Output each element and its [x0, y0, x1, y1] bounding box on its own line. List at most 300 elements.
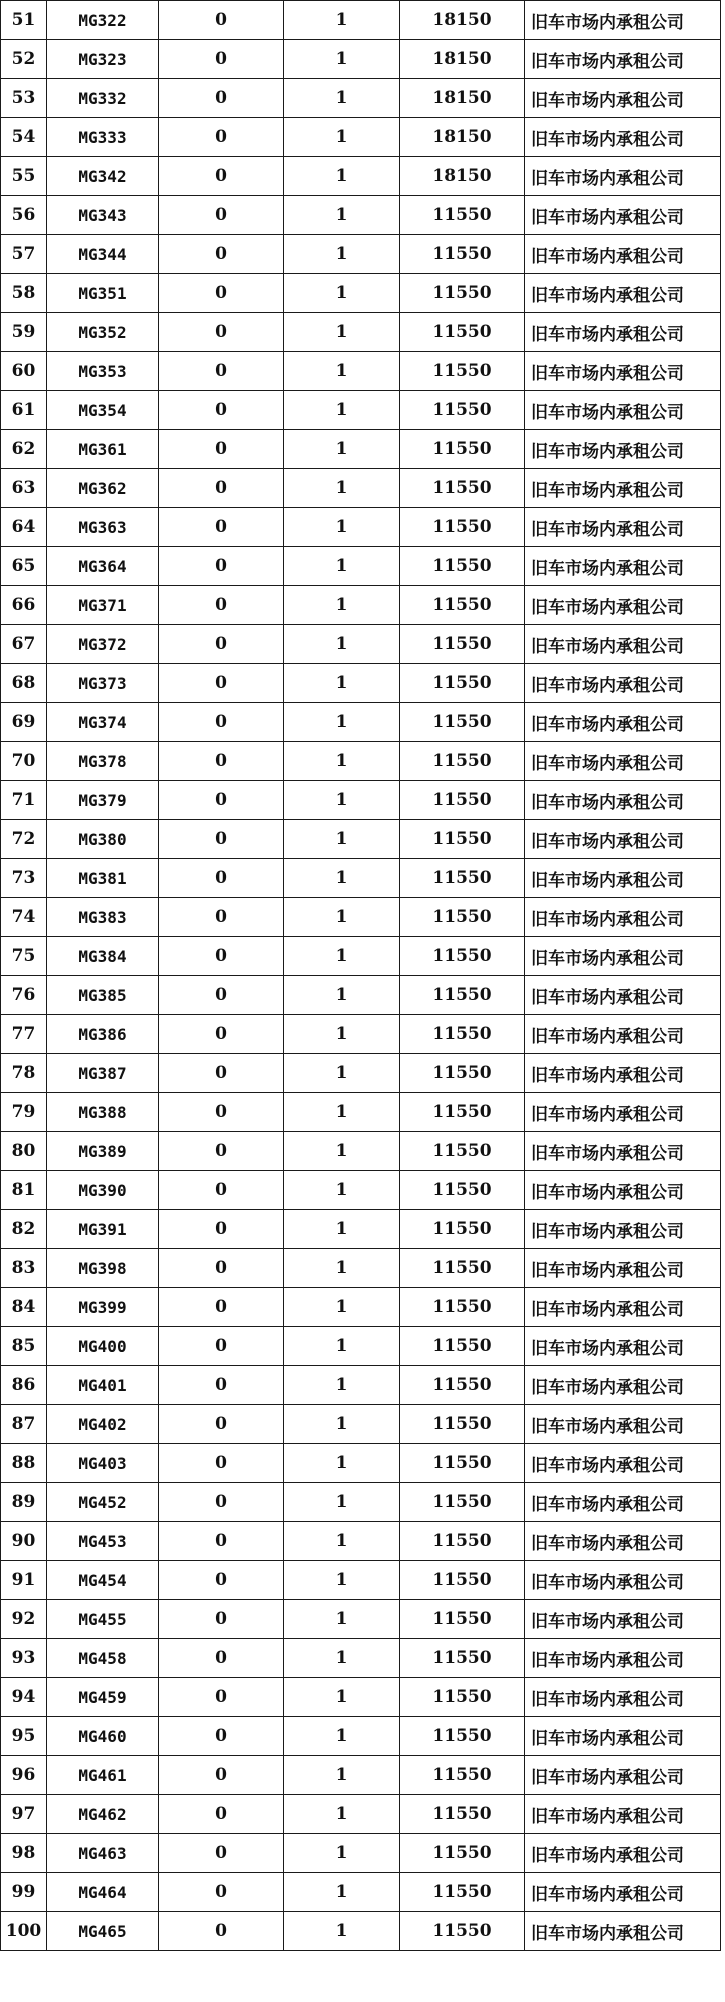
amount-cell: 11550 [400, 976, 525, 1015]
column-3-cell: 0 [159, 1483, 284, 1522]
table-row [1, 235, 721, 274]
company-cell: 旧车市场内承租公司 [525, 1093, 721, 1132]
column-4-cell: 1 [284, 1210, 400, 1249]
company-cell: 旧车市场内承租公司 [525, 430, 721, 469]
company-cell: 旧车市场内承租公司 [525, 1288, 721, 1327]
column-4-cell: 1 [284, 313, 400, 352]
column-4-cell: 1 [284, 40, 400, 79]
row-number-cell: 91 [1, 1561, 47, 1600]
table-row [1, 469, 721, 508]
row-number-cell: 69 [1, 703, 47, 742]
table-row [1, 79, 721, 118]
table-row [1, 352, 721, 391]
unit-code-cell: MG465 [47, 1912, 159, 1951]
row-number-cell: 74 [1, 898, 47, 937]
table-row [1, 274, 721, 313]
row-number-cell: 98 [1, 1834, 47, 1873]
column-3-cell: 0 [159, 1444, 284, 1483]
amount-cell: 11550 [400, 1327, 525, 1366]
amount-cell: 11550 [400, 508, 525, 547]
row-number-cell: 100 [1, 1912, 47, 1951]
column-3-cell: 0 [159, 235, 284, 274]
company-cell: 旧车市场内承租公司 [525, 235, 721, 274]
company-cell: 旧车市场内承租公司 [525, 1444, 721, 1483]
column-3-cell: 0 [159, 1405, 284, 1444]
column-4-cell: 1 [284, 1912, 400, 1951]
table-row [1, 1561, 721, 1600]
amount-cell: 18150 [400, 1, 525, 40]
row-number-cell: 64 [1, 508, 47, 547]
table-row [1, 1366, 721, 1405]
row-number-cell: 70 [1, 742, 47, 781]
company-cell: 旧车市场内承租公司 [525, 469, 721, 508]
unit-code-cell: MG403 [47, 1444, 159, 1483]
unit-code-cell: MG453 [47, 1522, 159, 1561]
column-4-cell: 1 [284, 1171, 400, 1210]
column-3-cell: 0 [159, 820, 284, 859]
column-3-cell: 0 [159, 1366, 284, 1405]
row-number-cell: 73 [1, 859, 47, 898]
column-3-cell: 0 [159, 79, 284, 118]
column-4-cell: 1 [284, 235, 400, 274]
unit-code-cell: MG322 [47, 1, 159, 40]
table-row [1, 1483, 721, 1522]
unit-code-cell: MG373 [47, 664, 159, 703]
amount-cell: 11550 [400, 781, 525, 820]
amount-cell: 11550 [400, 1756, 525, 1795]
row-number-cell: 94 [1, 1678, 47, 1717]
column-4-cell: 1 [284, 1015, 400, 1054]
column-3-cell: 0 [159, 1795, 284, 1834]
company-cell: 旧车市场内承租公司 [525, 1834, 721, 1873]
amount-cell: 11550 [400, 859, 525, 898]
table-row [1, 508, 721, 547]
row-number-cell: 75 [1, 937, 47, 976]
table-row [1, 1834, 721, 1873]
unit-code-cell: MG463 [47, 1834, 159, 1873]
amount-cell: 11550 [400, 352, 525, 391]
unit-code-cell: MG462 [47, 1795, 159, 1834]
table-row [1, 1288, 721, 1327]
column-3-cell: 0 [159, 1171, 284, 1210]
company-cell: 旧车市场内承租公司 [525, 118, 721, 157]
amount-cell: 11550 [400, 1210, 525, 1249]
row-number-cell: 53 [1, 79, 47, 118]
column-4-cell: 1 [284, 79, 400, 118]
table-row [1, 625, 721, 664]
column-3-cell: 0 [159, 1912, 284, 1951]
amount-cell: 11550 [400, 937, 525, 976]
company-cell: 旧车市场内承租公司 [525, 1405, 721, 1444]
row-number-cell: 76 [1, 976, 47, 1015]
unit-code-cell: MG354 [47, 391, 159, 430]
row-number-cell: 89 [1, 1483, 47, 1522]
company-cell: 旧车市场内承租公司 [525, 1522, 721, 1561]
company-cell: 旧车市场内承租公司 [525, 1327, 721, 1366]
company-cell: 旧车市场内承租公司 [525, 625, 721, 664]
company-cell: 旧车市场内承租公司 [525, 352, 721, 391]
amount-cell: 11550 [400, 1054, 525, 1093]
table-row [1, 898, 721, 937]
column-3-cell: 0 [159, 352, 284, 391]
column-3-cell: 0 [159, 898, 284, 937]
amount-cell: 11550 [400, 196, 525, 235]
column-3-cell: 0 [159, 430, 284, 469]
row-number-cell: 56 [1, 196, 47, 235]
column-4-cell: 1 [284, 1561, 400, 1600]
column-3-cell: 0 [159, 196, 284, 235]
amount-cell: 11550 [400, 235, 525, 274]
unit-code-cell: MG399 [47, 1288, 159, 1327]
column-4-cell: 1 [284, 820, 400, 859]
amount-cell: 11550 [400, 664, 525, 703]
company-cell: 旧车市场内承租公司 [525, 1795, 721, 1834]
unit-code-cell: MG386 [47, 1015, 159, 1054]
column-4-cell: 1 [284, 586, 400, 625]
company-cell: 旧车市场内承租公司 [525, 1210, 721, 1249]
column-4-cell: 1 [284, 1717, 400, 1756]
column-4-cell: 1 [284, 274, 400, 313]
unit-code-cell: MG391 [47, 1210, 159, 1249]
unit-code-cell: MG460 [47, 1717, 159, 1756]
row-number-cell: 71 [1, 781, 47, 820]
unit-code-cell: MG390 [47, 1171, 159, 1210]
amount-cell: 11550 [400, 703, 525, 742]
company-cell: 旧车市场内承租公司 [525, 1, 721, 40]
amount-cell: 11550 [400, 1678, 525, 1717]
unit-code-cell: MG464 [47, 1873, 159, 1912]
row-number-cell: 96 [1, 1756, 47, 1795]
amount-cell: 18150 [400, 118, 525, 157]
table-row [1, 313, 721, 352]
table-row [1, 1093, 721, 1132]
row-number-cell: 57 [1, 235, 47, 274]
company-cell: 旧车市场内承租公司 [525, 664, 721, 703]
row-number-cell: 84 [1, 1288, 47, 1327]
row-number-cell: 78 [1, 1054, 47, 1093]
unit-code-cell: MG343 [47, 196, 159, 235]
row-number-cell: 60 [1, 352, 47, 391]
row-number-cell: 65 [1, 547, 47, 586]
company-cell: 旧车市场内承租公司 [525, 781, 721, 820]
unit-code-cell: MG361 [47, 430, 159, 469]
company-cell: 旧车市场内承租公司 [525, 1015, 721, 1054]
amount-cell: 11550 [400, 1795, 525, 1834]
column-4-cell: 1 [284, 781, 400, 820]
row-number-cell: 55 [1, 157, 47, 196]
table-row [1, 1795, 721, 1834]
column-4-cell: 1 [284, 1795, 400, 1834]
row-number-cell: 52 [1, 40, 47, 79]
amount-cell: 18150 [400, 157, 525, 196]
unit-code-cell: MG364 [47, 547, 159, 586]
column-4-cell: 1 [284, 976, 400, 1015]
column-4-cell: 1 [284, 1249, 400, 1288]
column-4-cell: 1 [284, 1678, 400, 1717]
amount-cell: 11550 [400, 1405, 525, 1444]
column-3-cell: 0 [159, 1093, 284, 1132]
column-4-cell: 1 [284, 1405, 400, 1444]
unit-code-cell: MG402 [47, 1405, 159, 1444]
column-4-cell: 1 [284, 1756, 400, 1795]
table-row [1, 1132, 721, 1171]
unit-code-cell: MG342 [47, 157, 159, 196]
company-cell: 旧车市场内承租公司 [525, 40, 721, 79]
amount-cell: 11550 [400, 1132, 525, 1171]
amount-cell: 18150 [400, 79, 525, 118]
row-number-cell: 63 [1, 469, 47, 508]
unit-code-cell: MG379 [47, 781, 159, 820]
company-cell: 旧车市场内承租公司 [525, 859, 721, 898]
column-4-cell: 1 [284, 1327, 400, 1366]
row-number-cell: 82 [1, 1210, 47, 1249]
table-row [1, 1210, 721, 1249]
column-4-cell: 1 [284, 703, 400, 742]
unit-code-cell: MG400 [47, 1327, 159, 1366]
amount-cell: 18150 [400, 40, 525, 79]
row-number-cell: 79 [1, 1093, 47, 1132]
column-4-cell: 1 [284, 1639, 400, 1678]
company-cell: 旧车市场内承租公司 [525, 1132, 721, 1171]
company-cell: 旧车市场内承租公司 [525, 1366, 721, 1405]
row-number-cell: 77 [1, 1015, 47, 1054]
table-row [1, 1756, 721, 1795]
table-row [1, 196, 721, 235]
unit-code-cell: MG351 [47, 274, 159, 313]
column-3-cell: 0 [159, 937, 284, 976]
amount-cell: 11550 [400, 1522, 525, 1561]
unit-code-cell: MG383 [47, 898, 159, 937]
table-body [1, 1, 721, 1951]
column-3-cell: 0 [159, 508, 284, 547]
row-number-cell: 72 [1, 820, 47, 859]
amount-cell: 11550 [400, 742, 525, 781]
table-row [1, 703, 721, 742]
company-cell: 旧车市场内承租公司 [525, 1756, 721, 1795]
column-4-cell: 1 [284, 157, 400, 196]
unit-code-cell: MG455 [47, 1600, 159, 1639]
table-row [1, 40, 721, 79]
column-4-cell: 1 [284, 1093, 400, 1132]
unit-code-cell: MG385 [47, 976, 159, 1015]
column-3-cell: 0 [159, 1522, 284, 1561]
column-3-cell: 0 [159, 586, 284, 625]
company-cell: 旧车市场内承租公司 [525, 1483, 721, 1522]
unit-code-cell: MG459 [47, 1678, 159, 1717]
column-4-cell: 1 [284, 859, 400, 898]
company-cell: 旧车市场内承租公司 [525, 820, 721, 859]
row-number-cell: 66 [1, 586, 47, 625]
column-4-cell: 1 [284, 625, 400, 664]
row-number-cell: 59 [1, 313, 47, 352]
column-4-cell: 1 [284, 664, 400, 703]
table-row [1, 1, 721, 40]
column-3-cell: 0 [159, 40, 284, 79]
company-cell: 旧车市场内承租公司 [525, 937, 721, 976]
company-cell: 旧车市场内承租公司 [525, 1249, 721, 1288]
column-4-cell: 1 [284, 469, 400, 508]
company-cell: 旧车市场内承租公司 [525, 703, 721, 742]
column-4-cell: 1 [284, 898, 400, 937]
column-3-cell: 0 [159, 859, 284, 898]
amount-cell: 11550 [400, 391, 525, 430]
column-4-cell: 1 [284, 1132, 400, 1171]
column-3-cell: 0 [159, 1717, 284, 1756]
table-row [1, 1522, 721, 1561]
column-4-cell: 1 [284, 1054, 400, 1093]
column-4-cell: 1 [284, 1444, 400, 1483]
column-3-cell: 0 [159, 1288, 284, 1327]
column-3-cell: 0 [159, 547, 284, 586]
company-cell: 旧车市场内承租公司 [525, 1873, 721, 1912]
column-4-cell: 1 [284, 430, 400, 469]
column-4-cell: 1 [284, 1366, 400, 1405]
column-3-cell: 0 [159, 1756, 284, 1795]
company-cell: 旧车市场内承租公司 [525, 742, 721, 781]
amount-cell: 11550 [400, 1561, 525, 1600]
company-cell: 旧车市场内承租公司 [525, 508, 721, 547]
column-3-cell: 0 [159, 1249, 284, 1288]
company-cell: 旧车市场内承租公司 [525, 547, 721, 586]
column-4-cell: 1 [284, 1834, 400, 1873]
table-row [1, 430, 721, 469]
amount-cell: 11550 [400, 1912, 525, 1951]
column-3-cell: 0 [159, 742, 284, 781]
company-cell: 旧车市场内承租公司 [525, 1678, 721, 1717]
column-3-cell: 0 [159, 1015, 284, 1054]
amount-cell: 11550 [400, 1366, 525, 1405]
company-cell: 旧车市场内承租公司 [525, 1717, 721, 1756]
column-4-cell: 1 [284, 352, 400, 391]
row-number-cell: 87 [1, 1405, 47, 1444]
company-cell: 旧车市场内承租公司 [525, 391, 721, 430]
unit-code-cell: MG374 [47, 703, 159, 742]
row-number-cell: 85 [1, 1327, 47, 1366]
table-row [1, 547, 721, 586]
company-cell: 旧车市场内承租公司 [525, 196, 721, 235]
column-3-cell: 0 [159, 703, 284, 742]
table-row [1, 118, 721, 157]
row-number-cell: 83 [1, 1249, 47, 1288]
column-3-cell: 0 [159, 157, 284, 196]
amount-cell: 11550 [400, 274, 525, 313]
column-3-cell: 0 [159, 1561, 284, 1600]
column-4-cell: 1 [284, 1, 400, 40]
row-number-cell: 95 [1, 1717, 47, 1756]
table-row [1, 1054, 721, 1093]
table-row [1, 1249, 721, 1288]
unit-code-cell: MG387 [47, 1054, 159, 1093]
unit-code-cell: MG381 [47, 859, 159, 898]
table-row [1, 1444, 721, 1483]
table-row [1, 976, 721, 1015]
unit-code-cell: MG452 [47, 1483, 159, 1522]
row-number-cell: 67 [1, 625, 47, 664]
column-4-cell: 1 [284, 508, 400, 547]
amount-cell: 11550 [400, 1015, 525, 1054]
amount-cell: 11550 [400, 1171, 525, 1210]
column-3-cell: 0 [159, 1600, 284, 1639]
row-number-cell: 90 [1, 1522, 47, 1561]
column-3-cell: 0 [159, 118, 284, 157]
unit-code-cell: MG380 [47, 820, 159, 859]
column-4-cell: 1 [284, 1600, 400, 1639]
amount-cell: 11550 [400, 469, 525, 508]
company-cell: 旧车市场内承租公司 [525, 1561, 721, 1600]
table-row [1, 1639, 721, 1678]
company-cell: 旧车市场内承租公司 [525, 898, 721, 937]
company-cell: 旧车市场内承租公司 [525, 1171, 721, 1210]
row-number-cell: 68 [1, 664, 47, 703]
column-3-cell: 0 [159, 1873, 284, 1912]
amount-cell: 11550 [400, 1093, 525, 1132]
column-4-cell: 1 [284, 1522, 400, 1561]
column-3-cell: 0 [159, 1, 284, 40]
table-row [1, 742, 721, 781]
column-4-cell: 1 [284, 391, 400, 430]
amount-cell: 11550 [400, 1483, 525, 1522]
table-row [1, 391, 721, 430]
unit-code-cell: MG398 [47, 1249, 159, 1288]
row-number-cell: 51 [1, 1, 47, 40]
unit-code-cell: MG378 [47, 742, 159, 781]
column-3-cell: 0 [159, 1834, 284, 1873]
amount-cell: 11550 [400, 430, 525, 469]
row-number-cell: 58 [1, 274, 47, 313]
unit-code-cell: MG388 [47, 1093, 159, 1132]
company-cell: 旧车市场内承租公司 [525, 274, 721, 313]
row-number-cell: 88 [1, 1444, 47, 1483]
table-row [1, 781, 721, 820]
column-3-cell: 0 [159, 1210, 284, 1249]
company-cell: 旧车市场内承租公司 [525, 976, 721, 1015]
row-number-cell: 81 [1, 1171, 47, 1210]
company-cell: 旧车市场内承租公司 [525, 313, 721, 352]
table-row [1, 586, 721, 625]
column-4-cell: 1 [284, 937, 400, 976]
company-cell: 旧车市场内承租公司 [525, 79, 721, 118]
unit-code-cell: MG344 [47, 235, 159, 274]
amount-cell: 11550 [400, 1834, 525, 1873]
amount-cell: 11550 [400, 1873, 525, 1912]
unit-code-cell: MG372 [47, 625, 159, 664]
column-4-cell: 1 [284, 1288, 400, 1327]
column-3-cell: 0 [159, 1132, 284, 1171]
unit-code-cell: MG333 [47, 118, 159, 157]
column-3-cell: 0 [159, 625, 284, 664]
amount-cell: 11550 [400, 625, 525, 664]
column-4-cell: 1 [284, 1483, 400, 1522]
table-row [1, 1327, 721, 1366]
table-row [1, 1717, 721, 1756]
table-row [1, 1600, 721, 1639]
company-cell: 旧车市场内承租公司 [525, 1639, 721, 1678]
column-3-cell: 0 [159, 1678, 284, 1717]
amount-cell: 11550 [400, 1444, 525, 1483]
company-cell: 旧车市场内承租公司 [525, 157, 721, 196]
unit-code-cell: MG353 [47, 352, 159, 391]
table-row [1, 1171, 721, 1210]
unit-code-cell: MG323 [47, 40, 159, 79]
column-4-cell: 1 [284, 742, 400, 781]
column-3-cell: 0 [159, 469, 284, 508]
amount-cell: 11550 [400, 1288, 525, 1327]
unit-code-cell: MG461 [47, 1756, 159, 1795]
table-row [1, 664, 721, 703]
unit-code-cell: MG371 [47, 586, 159, 625]
table-row [1, 859, 721, 898]
unit-code-cell: MG458 [47, 1639, 159, 1678]
